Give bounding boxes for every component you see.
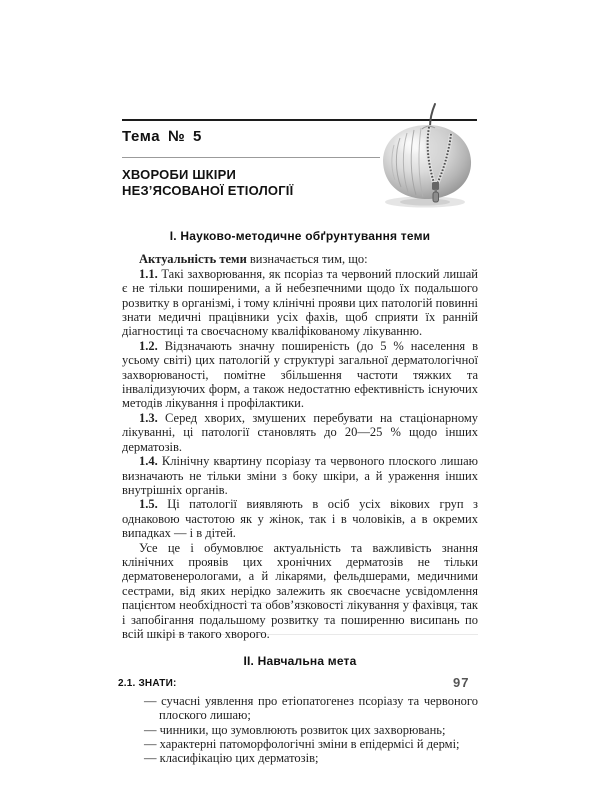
- paragraph-1-3: [122, 411, 478, 454]
- chapter-title-line1: ХВОРОБИ ШКІРИ: [122, 167, 236, 182]
- paragraph-text: Ці патології виявляють в осіб усіх вікових груп з однаковою частотою як у жінок, так і в чоловіків, а в окремих випадках — і в дітей.: [122, 497, 478, 541]
- paragraph-number: 1.1.: [139, 266, 158, 281]
- paragraph-1-2: [122, 339, 478, 411]
- main-text-column: [118, 229, 478, 765]
- topic-label: Тема № 5: [122, 128, 202, 145]
- chapter-title-line2: НЕЗ’ЯСОВАНОЇ ЕТІОЛОГІЇ: [122, 182, 294, 198]
- goals-list: [144, 694, 478, 765]
- closing-paragraph: Усе це і обумовлює актуальність та важливість знання клінічних проявів цих хронічних дерматозів не тільки дерматовенерологами, а й лікарями, фельдшерами, медичними сестрами, від яких нерідко залежить як своєчасне усвідомлення пацієнтом необхідності та обов’язковості лікування у фахівця, так і запобігання подальшому розвитку та поширенню висипань по всій шкірі в такого хворого.: [122, 540, 478, 641]
- chapter-title: [122, 167, 293, 198]
- goal-item: — чинники, що зумовлюють розвиток цих захворювань;: [144, 722, 446, 737]
- paragraph-text: Серед хворих, змушених перебувати на стаціонарному лікуванні, ці патології становлять до 20—25 % щодо інших дерматозів.: [122, 410, 478, 454]
- goal-item: — класифікацію цих дерматозів;: [144, 751, 319, 765]
- paragraph-number: 1.3.: [139, 410, 158, 425]
- paragraph-1-5: [122, 497, 478, 540]
- intro-rest: визначається тим, що:: [246, 252, 368, 267]
- paragraph-number: 1.4.: [139, 454, 158, 469]
- intro-paragraph: [122, 252, 478, 266]
- paragraph-text: Такі захворювання, як псоріаз та червоний плоский лишай є не тільки поширеними, а й небезпечними щодо їх подальшого розвитку в організмі, і тому клінічні прояви цих патологій повинні знати медичні працівники усіх фахів, щоб сприяти їх ранній діагностиці та своєчасному кваліфікованому лікуванню.: [122, 266, 478, 339]
- goal-item: — сучасні уявлення про етіопатогенез псоріазу та червоного плоского лишаю;: [144, 694, 478, 723]
- paragraph-1-1: [122, 267, 478, 339]
- know-subheading: 2.1. ЗНАТИ:: [118, 677, 177, 689]
- paragraph-number: 1.2.: [139, 338, 158, 353]
- intro-lead-bold: Актуальність теми: [139, 252, 247, 267]
- paragraph-text: Клінічну квартину псоріазу та червоного плоского лишаю визначають не тільки зміни з боку шкіри, а й ураження інших внутрішніх органів.: [122, 454, 478, 497]
- zipped-apple-image: [380, 100, 478, 210]
- zipped-apple-illustration: [380, 100, 478, 210]
- paragraph-1-4: [122, 454, 478, 497]
- header-rule-light: [122, 157, 380, 158]
- section-2-heading: ІІ. Навчальна мета: [243, 654, 357, 669]
- page-number: 97: [453, 675, 470, 690]
- goal-item: — характерні патоморфологічні зміни в епідермісі й дермі;: [144, 736, 460, 751]
- paragraph-number: 1.5.: [139, 497, 158, 512]
- paragraph-text: Відзначають значну поширеність (до 5 % населення в усьому світі) цих патологій у структурі загальної дерматологічної захворюваності, помітне збільшення частоти тяжких та інвалідизуючих форм, а також недостатню ефективність існуючих методів лікування і профілактики.: [122, 338, 478, 411]
- section-1-heading: І. Науково-методичне обґрунтування теми: [169, 229, 431, 243]
